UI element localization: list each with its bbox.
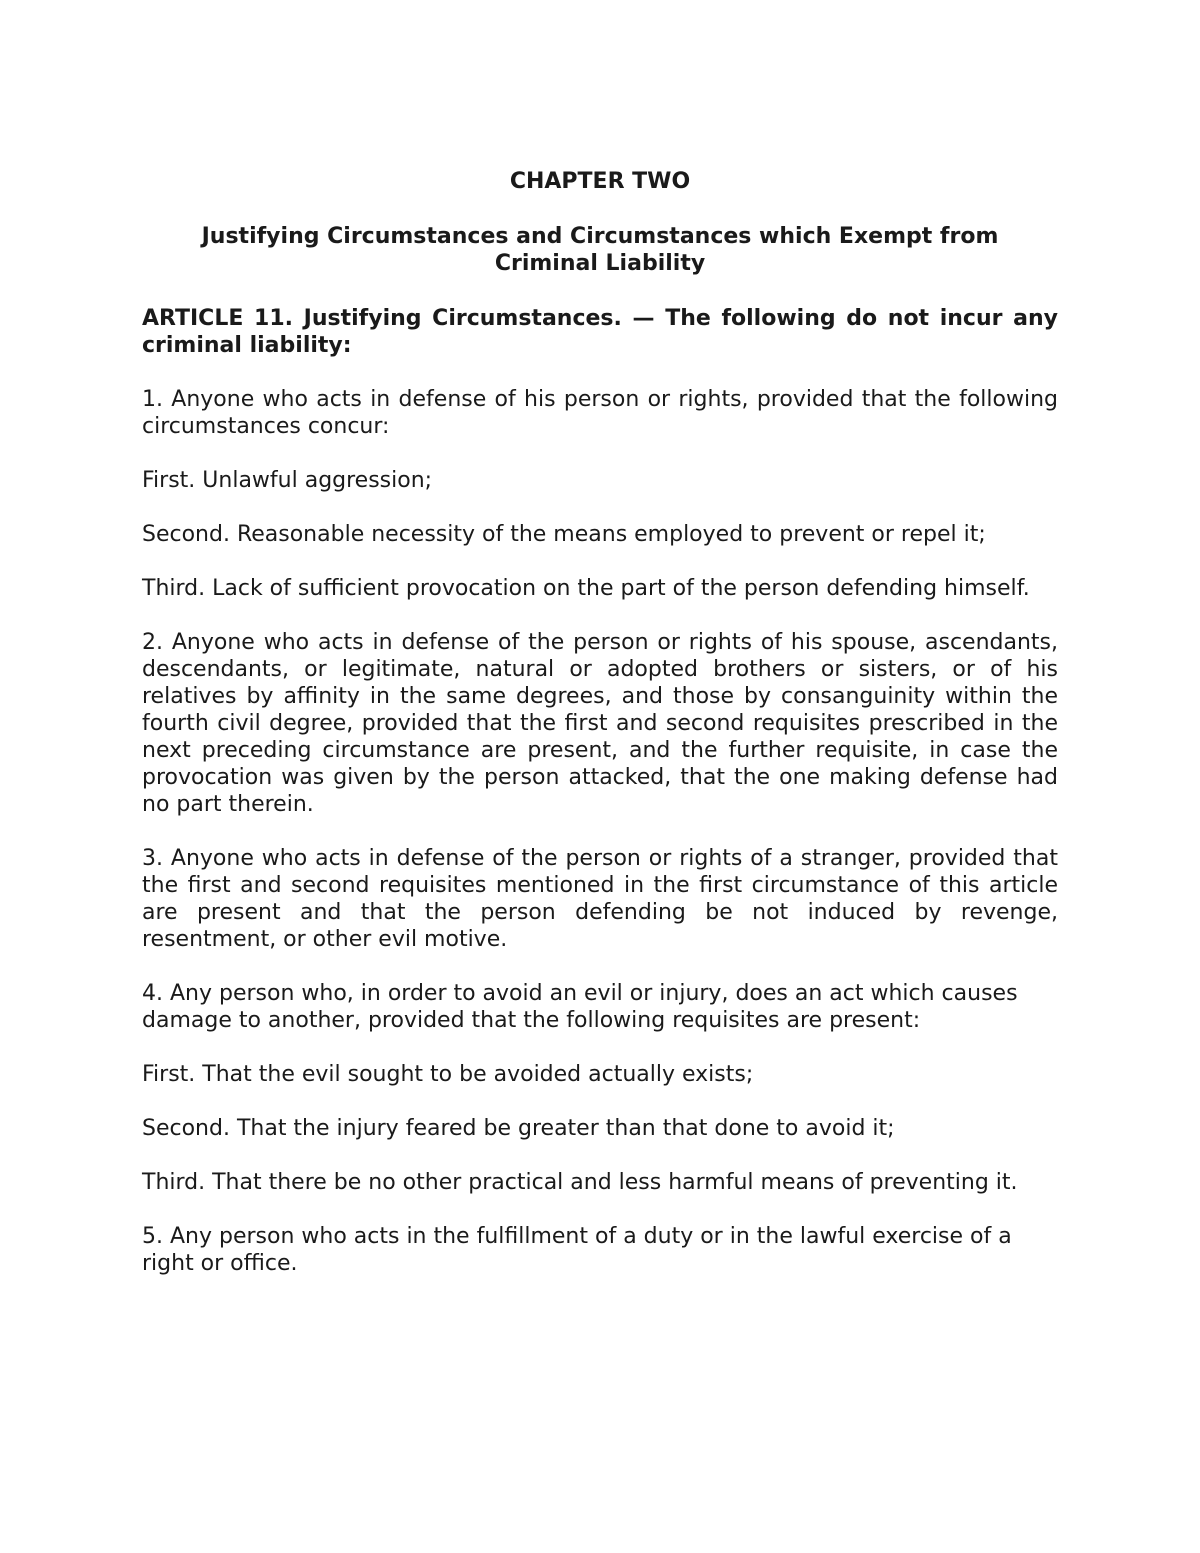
article-heading: ARTICLE 11. Justifying Circumstances. — The following do not incur any criminal liability:	[142, 306, 1058, 358]
paragraph-item-1: 1. Anyone who acts in defense of his person or rights, provided that the following circumstances concur:	[142, 387, 1058, 439]
paragraph-item-4-third: Third. That there be no other practical and less harmful means of preventing it.	[142, 1170, 1018, 1195]
paragraph-third-requisite: Third. Lack of sufficient provocation on the part of the person defending himself.	[142, 576, 1030, 601]
paragraph-first-requisite: First. Unlawful aggression;	[142, 468, 433, 493]
document-body	[142, 168, 1058, 1304]
paragraph-item-4-first: First. That the evil sought to be avoided actually exists;	[142, 1062, 754, 1087]
paragraph-item-4: 4. Any person who, in order to avoid an evil or injury, does an act which causes damage to another, provided that the following requisites are present:	[142, 981, 1018, 1033]
paragraph-second-requisite: Second. Reasonable necessity of the means employed to prevent or repel it;	[142, 522, 986, 547]
paragraph-item-5: 5. Any person who acts in the fulfillment of a duty or in the lawful exercise of a right or office.	[142, 1224, 1012, 1276]
paragraph-item-2: 2. Anyone who acts in defense of the person or rights of his spouse, ascendants, descendants, or legitimate, natural or adopted brothers or sisters, or of his relatives by affinity in the same degrees, and those by consanguinity within the fourth civil degree, provided that the first and second requisites prescribed in the next preceding circumstance are present, and the further requisite, in case the provocation was given by the person attacked, that the one making defense had no part therein.	[142, 630, 1058, 817]
chapter-subtitle: Justifying Circumstances and Circumstances which Exempt from Criminal Liability	[201, 224, 999, 276]
chapter-title: CHAPTER TWO	[509, 169, 691, 194]
paragraph-item-3: 3. Anyone who acts in defense of the person or rights of a stranger, provided that the first and second requisites mentioned in the first circumstance of this article are present and that the person defending be not induced by revenge, resentment, or other evil motive.	[142, 846, 1058, 952]
paragraph-item-4-second: Second. That the injury feared be greater than that done to avoid it;	[142, 1116, 895, 1141]
